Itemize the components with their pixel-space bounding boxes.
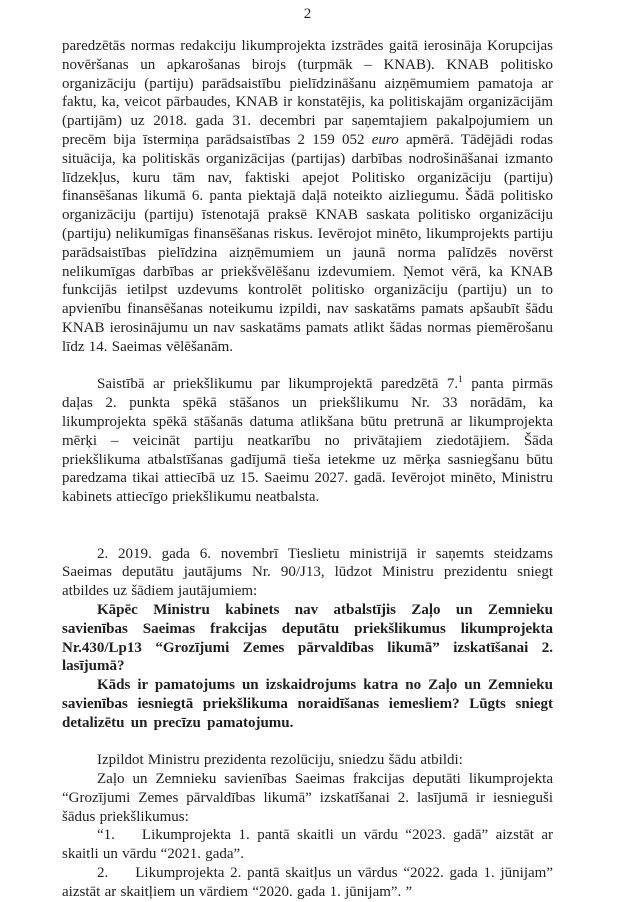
text-run: Kāds ir pamatojums un izskaidrojums katra no Zaļo un Zemnieku savienības iesniegtā priekšlikuma noraidīšanas iemesliem? Lūgts sniegt detalizētu un precīzu pamatojumu. — [62, 677, 553, 731]
text-run: Izpildot Ministru prezidenta rezolūciju, sniedzu šādu atbildi: — [97, 752, 463, 769]
text-run: Likumprojekta 2. pantā skaitļus un vārdus “2022. gada 1. jūnijam” aizstāt ar skaitļiem un vārdiem “2020. gada 1. jūnijam”. ” — [62, 865, 553, 900]
paragraph-izpildot-rezoluciju — [62, 751, 553, 770]
text-run: 2. — [97, 865, 109, 882]
text-run: euro — [371, 131, 399, 148]
text-run: panta pirmās daļas 2. punkta spēkā stāšanos un priekšlikumu Nr. 33 norādām, ka likumprojekta spēkā stāšanās datuma atlikšana būtu pretrunā ar likumprojekta mērķi – veicināt partiju neatkarību no privātajiem ziedotājiem. Šāda priekšlikuma atbalstīšanas gadījumā tieša ietekme uz mērķa sasniegšanu būtu paredzama tikai attiecībā uz 15. Saeimu 2027. gadā. Ievērojot minēto, Ministru kabinets attiecīgo priekšlikumu neatbalsta. — [62, 376, 554, 506]
page-number: 2 — [303, 6, 312, 22]
paragraph-iesniegti-prieksliukumi — [62, 770, 553, 826]
document-body — [62, 37, 553, 902]
text-run: Kāpēc Ministru kabinets nav atbalstījis Zaļo un Zemnieku savienības Saeimas frakcijas deputātu priekšlikumus likumprojekta Nr.430/Lp13 “Grozījumi Zemes pārvaldības likumā” izskatīšanai 2. lasījumā? — [62, 601, 553, 675]
text-run: Likumprojekta 1. pantā skaitli un vārdu “2023. gadā” aizstāt ar skaitli un vārdu “2021. gada”. — [62, 827, 553, 863]
text-run: Saistībā ar priekšlikumu par likumprojektā paredzētā 7. — [97, 376, 459, 393]
text-run: apmērā. Tādējādi rodas situācija, ka politiskās organizācijas (partijas) darbības nodrošināšanai izmanto līdzekļus, kuru tām nav, faktiski apejot Politisko organizāciju (partiju) finansēšanas likumā 6. panta piektajā daļā noteikto aizliegumu. Šādā politisko organizāciju (partiju) īstenotajā praksē KNAB saskata politisko organizāciju (partiju) nelikumīgas finansēšanas riskus. Ievērojot minēto, likumprojekts partiju parādsaistības pielīdzina aizņēmumiem un jaunā norma palīdzēs novērst nelikumīgas darbības ar priekšvēlēšanu izdevumiem. Ņemot vērā, ka KNAB funkcijās ietilpst uzdevums kontrolēt politisko organizāciju (partiju) un to apvienību finansēšanas noteikumu izpildi, nav saskatāms pamats apšaubīt šādu KNAB ierosinājumu un nav saskatāms pamats atlikt šādas normas piemērošanu līdz 14. Saeimas vēlēšanām. — [62, 131, 553, 355]
paragraph-item-2 — [62, 864, 553, 902]
text-run: 2. 2019. gada 6. novembrī Tieslietu ministrijā ir saņemts steidzams Saeimas deputātu jautājums Nr. 90/J13, lūdzot Ministru prezidentu sniegt atbildes uz šādiem jautājumiem: — [62, 545, 553, 600]
paragraph-saeimas-jautajums — [62, 545, 553, 601]
paragraph-prieksliukums-panta — [62, 375, 553, 507]
text-run: “1. — [97, 827, 115, 844]
text-run: Zaļo un Zemnieku savienības Saeimas frakcijas deputāti likumprojekta “Grozījumi Zemes pārvaldības likumā” izskatīšanai 2. lasījumā ir iesnieguši šādus priekšlikumus: — [62, 771, 553, 825]
paragraph-question-1 — [62, 601, 553, 676]
paragraph-item-1 — [62, 826, 553, 864]
text-run: 1 — [458, 375, 463, 386]
text-run: paredzētās normas redakciju likumprojekta izstrādes gaitā ierosināja Korupcijas novēršanas un apkarošanas birojs (turpmāk – KNAB). KNAB politisko organizāciju (partiju) parādsaistību pielīdzināšanu aizņēmumiem pamatoja ar faktu, ka, veicot pārbaudes, KNAB ir konstatējis, ka politiskajām organizācijām (partijām) uz 2018. gada 31. decembri par saņemtajiem pakalpojumiem un precēm bija īstermiņa parādsaistības 2 159 052 — [62, 38, 553, 148]
paragraph-question-2 — [62, 676, 553, 732]
paragraph-knab-continuation — [62, 37, 553, 357]
